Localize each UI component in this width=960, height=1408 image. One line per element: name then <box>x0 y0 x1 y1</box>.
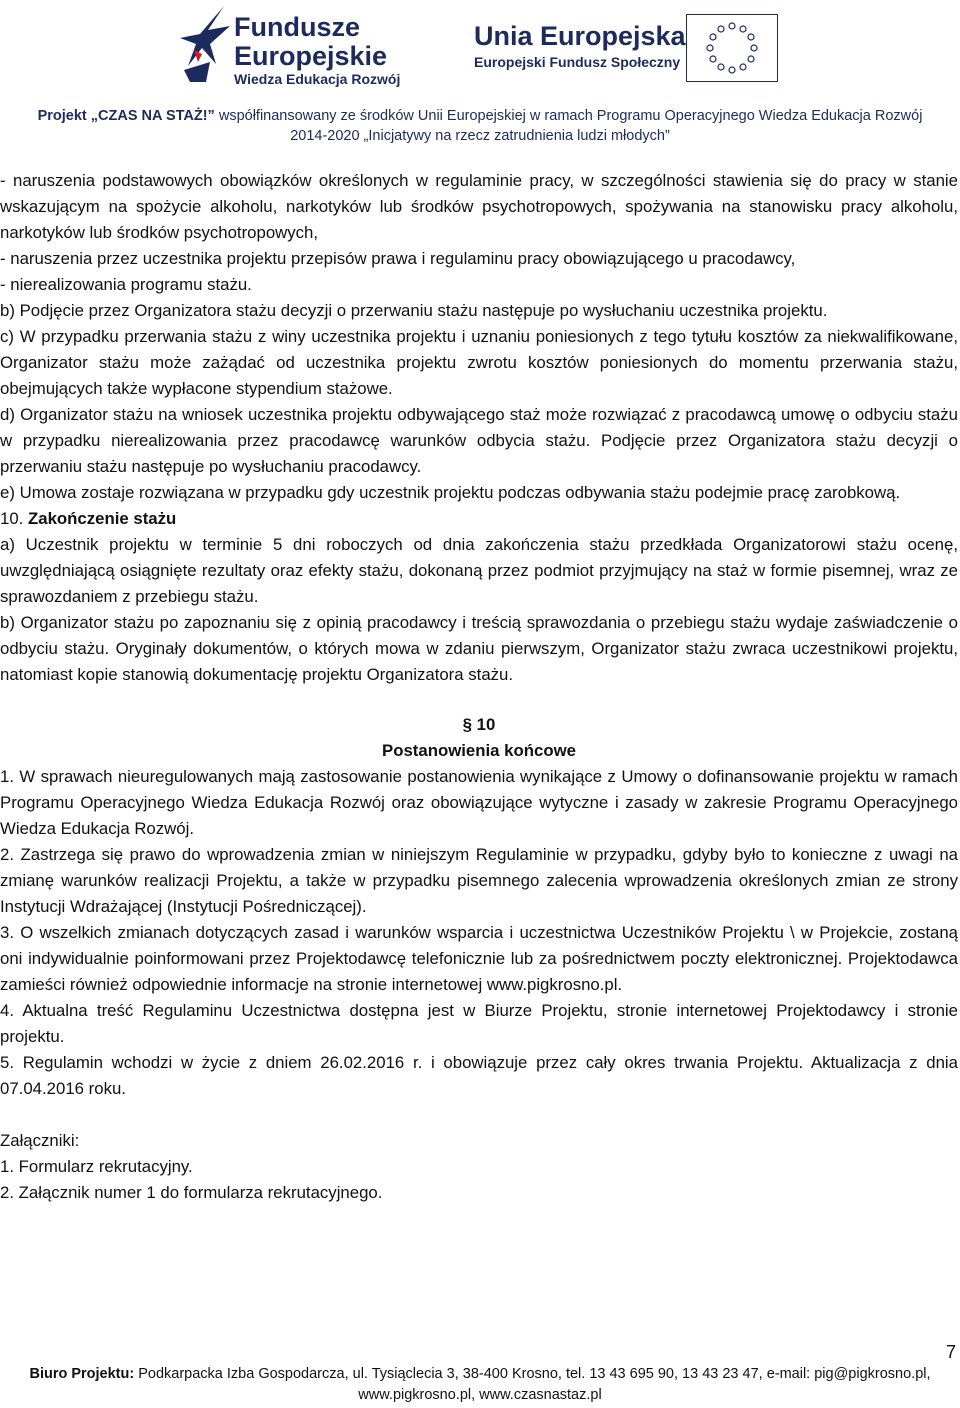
project-funding-text: współfinansowany ze środków Unii Europejskiej w ramach Programu Operacyjnego Wiedza Edukacja Rozwój <box>214 108 923 124</box>
page-number: 7 <box>945 1342 956 1362</box>
paragraph: d) Organizator stażu na wniosek uczestnika projektu odbywającego staż może rozwiązać z pracodawcą umowę o odbyciu stażu w przypadku nierealizowania przez pracodawcę warunków odbycia stażu. Podjęcie przez Organizatora stażu decyzji o przerwaniu stażu następuje po wysłuchaniu pracodawcy. <box>0 405 958 476</box>
paragraph: c) W przypadku przerwania stażu z winy uczestnika projektu i uznaniu poniesionych z tego tytułu kosztów za niekwalifikowane, Organizator stażu może zażądać od uczestnika projektu zwrotu kosztów poniesionych do momentu przerwania stażu, obejmujących także wypłacone stypendium stażowe. <box>0 327 958 398</box>
paragraph: e) Umowa zostaje rozwiązana w przypadku gdy uczestnik projektu podczas odbywania stażu podejmie pracę zarobkową. <box>0 483 901 502</box>
footer-label: Biuro Projektu: <box>29 1366 135 1382</box>
paragraph: b) Organizator stażu po zapoznaniu się z opinią pracodawcy i treścią sprawozdania o przebiegu stażu wydaje zaświadczenie o odbyciu stażu. Oryginały dokumentów, o których mowa w zdaniu pierwszym, Organizator stażu zwraca uczestnikowi projektu, natomiast kopie stanowią dokumentację projektu Organizatora stażu. <box>0 613 958 684</box>
subheading-10 <box>0 506 958 532</box>
footer-address-line <box>0 1366 960 1382</box>
ue-logo-line1: Unia Europejska <box>474 21 686 51</box>
paragraph: b) Podjęcie przez Organizatora stażu decyzji o przerwaniu stażu następuje po wysłuchaniu uczestnika projektu. <box>0 301 828 320</box>
fundusze-europejskie-logo <box>180 4 420 87</box>
star-emblem-icon <box>180 4 230 82</box>
ue-logo-line2: Europejski Fundusz Społeczny <box>474 54 681 70</box>
footer-websites: www.pigkrosno.pl, www.czasnastaz.pl <box>358 1387 602 1403</box>
project-name: Projekt „CZAS NA STAŻ!” <box>37 108 215 124</box>
attachments-title: Załączniki: <box>0 1131 80 1150</box>
paragraph: 1. W sprawach nieuregulowanych mają zastosowanie postanowienia wynikające z Umowy o dofinansowanie projektu w ramach Programu Operacyjnego Wiedza Edukacja Rozwój oraz obowiązujące wytyczne i zasady w zakresie Programu Operacyjnego Wiedza Edukacja Rozwój. <box>0 767 958 838</box>
paragraph: - naruszenia podstawowych obowiązków określonych w regulaminie pracy, w szczególności stawienia się do pracy w stanie wskazującym na spożycie alkoholu, narkotyków lub środków psychotropowych, spożywania na stanowisku pracy alkoholu, narkotyków lub środków psychotropowych, <box>0 171 958 242</box>
ue-logo-text <box>474 20 686 72</box>
paragraph: - naruszenia przez uczestnika projektu przepisów prawa i regulaminu pracy obowiązującego u pracodawcy, <box>0 249 796 268</box>
fe-logo-line2: Europejskie <box>234 41 388 71</box>
document-body <box>0 168 958 1206</box>
project-funding-line-2: 2014-2020 „Inicjatywy na rzecz zatrudnienia ludzi młodych” <box>290 128 670 144</box>
paragraph: 2. Zastrzega się prawo do wprowadzenia zmian w niniejszym Regulaminie w przypadku, gdyby było to konieczne z uwagi na zmianę warunków realizacji Projektu, a także w przypadku pisemnego zalecenia wprowadzenia określonych zmian ze strony Instytucji Wdrażającej (Instytucji Pośredniczącej). <box>0 845 958 916</box>
footer-address: Podkarpacka Izba Gospodarcza, ul. Tysiąclecia 3, 38-400 Krosno, tel. 13 43 695 90, 13 43 23 47, e-mail: pig@pigkrosno.pl, <box>134 1366 931 1382</box>
fe-logo-line3: Wiedza Edukacja Rozwój <box>234 71 401 87</box>
project-funding-line-1 <box>0 108 960 124</box>
fe-logo-text <box>234 12 400 88</box>
section-title: Postanowienia końcowe <box>382 741 576 760</box>
paragraph: 5. Regulamin wchodzi w życie z dniem 26.02.2016 r. i obowiązuje przez cały okres trwania Projektu. Aktualizacja z dnia 07.04.2016 roku. <box>0 1053 958 1098</box>
paragraph: 3. O wszelkich zmianach dotyczących zasad i warunków wsparcia i uczestnictwa Uczestników Projektu \ w Projekcie, zostaną oni indywidualnie poinformowani przez Projektodawcę telefonicznie lub za pośrednictwem poczty elektronicznej. Projektodawca zamieści również odpowiednie informacje na stronie internetowej www.pigkrosno.pl. <box>0 923 958 994</box>
paragraph: 4. Aktualna treść Regulaminu Uczestnictwa dostępna jest w Biurze Projektu, stronie internetowej Projektodawcy i stronie projektu. <box>0 1001 958 1046</box>
section-number: § 10 <box>462 715 496 734</box>
attachment-item: 2. Załącznik numer 1 do formularza rekrutacyjnego. <box>0 1183 383 1202</box>
paragraph: - nierealizowania programu stażu. <box>0 275 252 294</box>
subheading-number: 10. <box>0 509 28 528</box>
paragraph: a) Uczestnik projektu w terminie 5 dni roboczych od dnia zakończenia stażu przedkłada Organizatorowi stażu ocenę, uwzględniającą osiągnięte rezultaty oraz efekty stażu, dokonaną przez podmiot przyjmujący na staż w formie pisemnej, wraz ze sprawozdaniem z przebiegu stażu. <box>0 535 958 606</box>
subheading-text: Zakończenie stażu <box>28 509 177 528</box>
eu-flag-icon <box>686 14 778 82</box>
attachment-item: 1. Formularz rekrutacyjny. <box>0 1157 193 1176</box>
fe-logo-line1: Fundusze <box>234 12 360 42</box>
unia-europejska-logo <box>474 14 774 84</box>
